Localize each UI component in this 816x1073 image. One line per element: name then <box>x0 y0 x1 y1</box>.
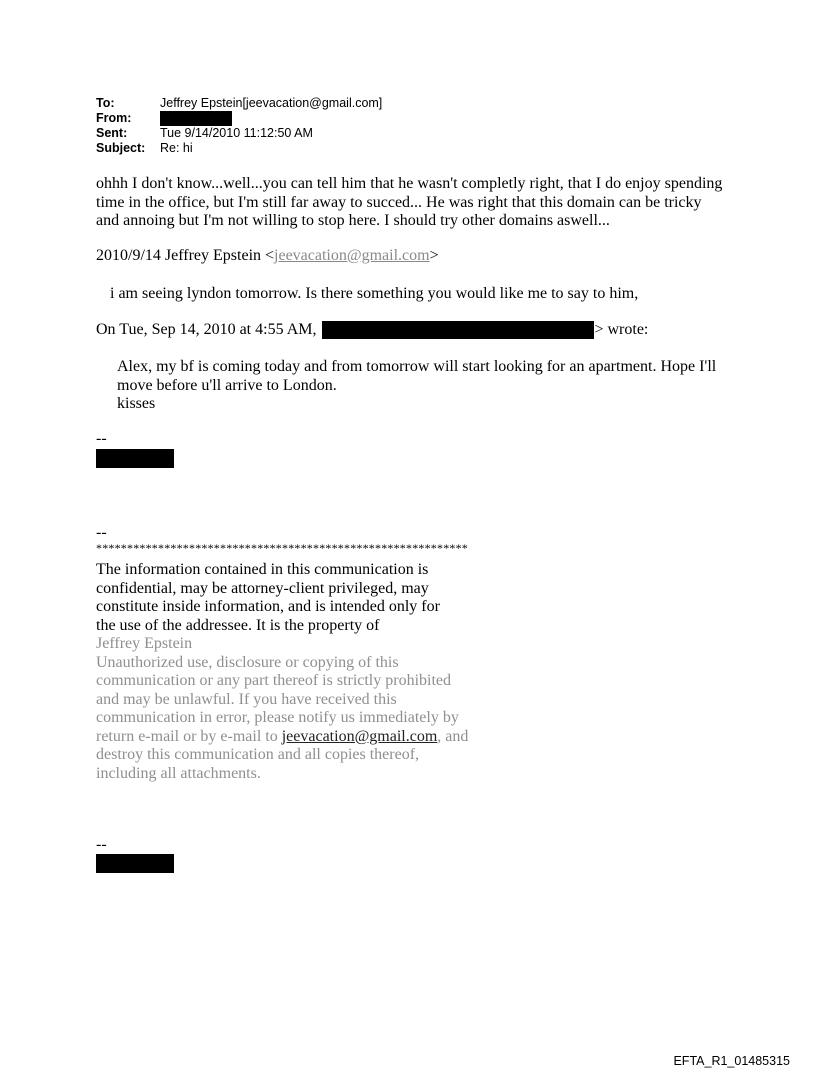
nested-line: Alex, my bf is coming today and from tomorrow will start looking for an apartment. Hope I'll <box>117 358 717 375</box>
disclaimer-email-prefix: return e-mail or by e-mail to <box>96 727 282 745</box>
disclaimer-line: communication in error, please notify us immediately by <box>96 709 459 726</box>
reply-line: and annoing but I'm not willing to stop here. I should try other domains aswell... <box>96 212 610 229</box>
to-label: To: <box>96 96 115 110</box>
disclaimer-line: the use of the addressee. It is the property of <box>96 616 380 634</box>
disclaimer-email-link[interactable]: jeevacation@gmail.com <box>281 727 438 745</box>
redaction-box <box>322 321 594 339</box>
disclaimer-line: destroy this communication and all copies thereof, <box>96 746 420 763</box>
signature-dash <box>96 430 107 449</box>
attribution-line <box>96 247 439 266</box>
redaction-box <box>96 449 174 468</box>
disclaimer-line: confidential, may be attorney-client privileged, may <box>96 579 429 597</box>
disclaimer-line: Jeffrey Epstein <box>96 635 193 652</box>
header-sent-row <box>96 126 382 141</box>
attribution-email-link[interactable]: jeevacation@gmail.com <box>274 247 430 264</box>
signature-dash-2 <box>96 524 107 543</box>
signature-dash-3 <box>96 836 107 855</box>
subject-value: Re: hi <box>160 141 193 155</box>
disclaimer-email-suffix: , and <box>437 727 469 745</box>
quoted-message <box>110 285 638 304</box>
disclaimer-line: including all attachments. <box>96 764 261 782</box>
sig-dash: -- <box>96 524 107 541</box>
header-from-row <box>96 111 382 126</box>
nested-line: kisses <box>117 395 156 412</box>
reply-line: ohhh I don't know...well...you can tell him that he wasn't completly right, that I do enjoy spending <box>96 175 723 192</box>
disclaimer-line: and may be unlawful. If you have received this <box>96 690 397 708</box>
sent-label: Sent: <box>96 126 128 140</box>
stars-line: ************************************************************ <box>96 541 468 555</box>
document-id: EFTA_R1_01485315 <box>673 1054 790 1068</box>
sig-dash: -- <box>96 430 107 447</box>
nested-line: move before u'll arrive to London. <box>117 376 337 394</box>
reply-paragraph <box>96 175 722 231</box>
from-label: From: <box>96 111 132 125</box>
disclaimer-line: communication or any part thereof is strictly prohibited <box>96 672 452 689</box>
stars-divider <box>96 541 468 555</box>
sent-value: Tue 9/14/2010 11:12:50 AM <box>160 126 313 140</box>
attribution-suffix: > <box>429 247 439 264</box>
reply-line: time in the office, but I'm still far away to succed... He was right that this domain can be tricky <box>96 193 702 211</box>
redaction-box <box>160 111 232 126</box>
to-value: Jeffrey Epstein[jeevacation@gmail.com] <box>160 96 383 110</box>
nested-quote <box>117 358 716 414</box>
email-header <box>96 96 382 156</box>
redaction-box <box>96 854 174 873</box>
disclaimer-line: Unauthorized use, disclosure or copying of this <box>96 653 399 671</box>
disclaimer-line: The information contained in this communication is <box>96 561 429 578</box>
header-subject-row <box>96 141 382 156</box>
on-date-prefix: On Tue, Sep 14, 2010 at 4:55 AM, <box>96 321 317 338</box>
disclaimer-line: constitute inside information, and is intended only for <box>96 598 440 615</box>
header-to-row <box>96 96 382 111</box>
quoted-line: i am seeing lyndon tomorrow. Is there something you would like me to say to him, <box>110 285 639 302</box>
disclaimer-email-line <box>96 728 468 747</box>
sig-dash: -- <box>96 836 107 853</box>
subject-label: Subject: <box>96 141 146 155</box>
on-date-line <box>96 321 648 340</box>
attribution-prefix: 2010/9/14 Jeffrey Epstein < <box>96 247 275 264</box>
on-date-suffix: > wrote: <box>594 321 649 338</box>
disclaimer <box>96 561 468 783</box>
